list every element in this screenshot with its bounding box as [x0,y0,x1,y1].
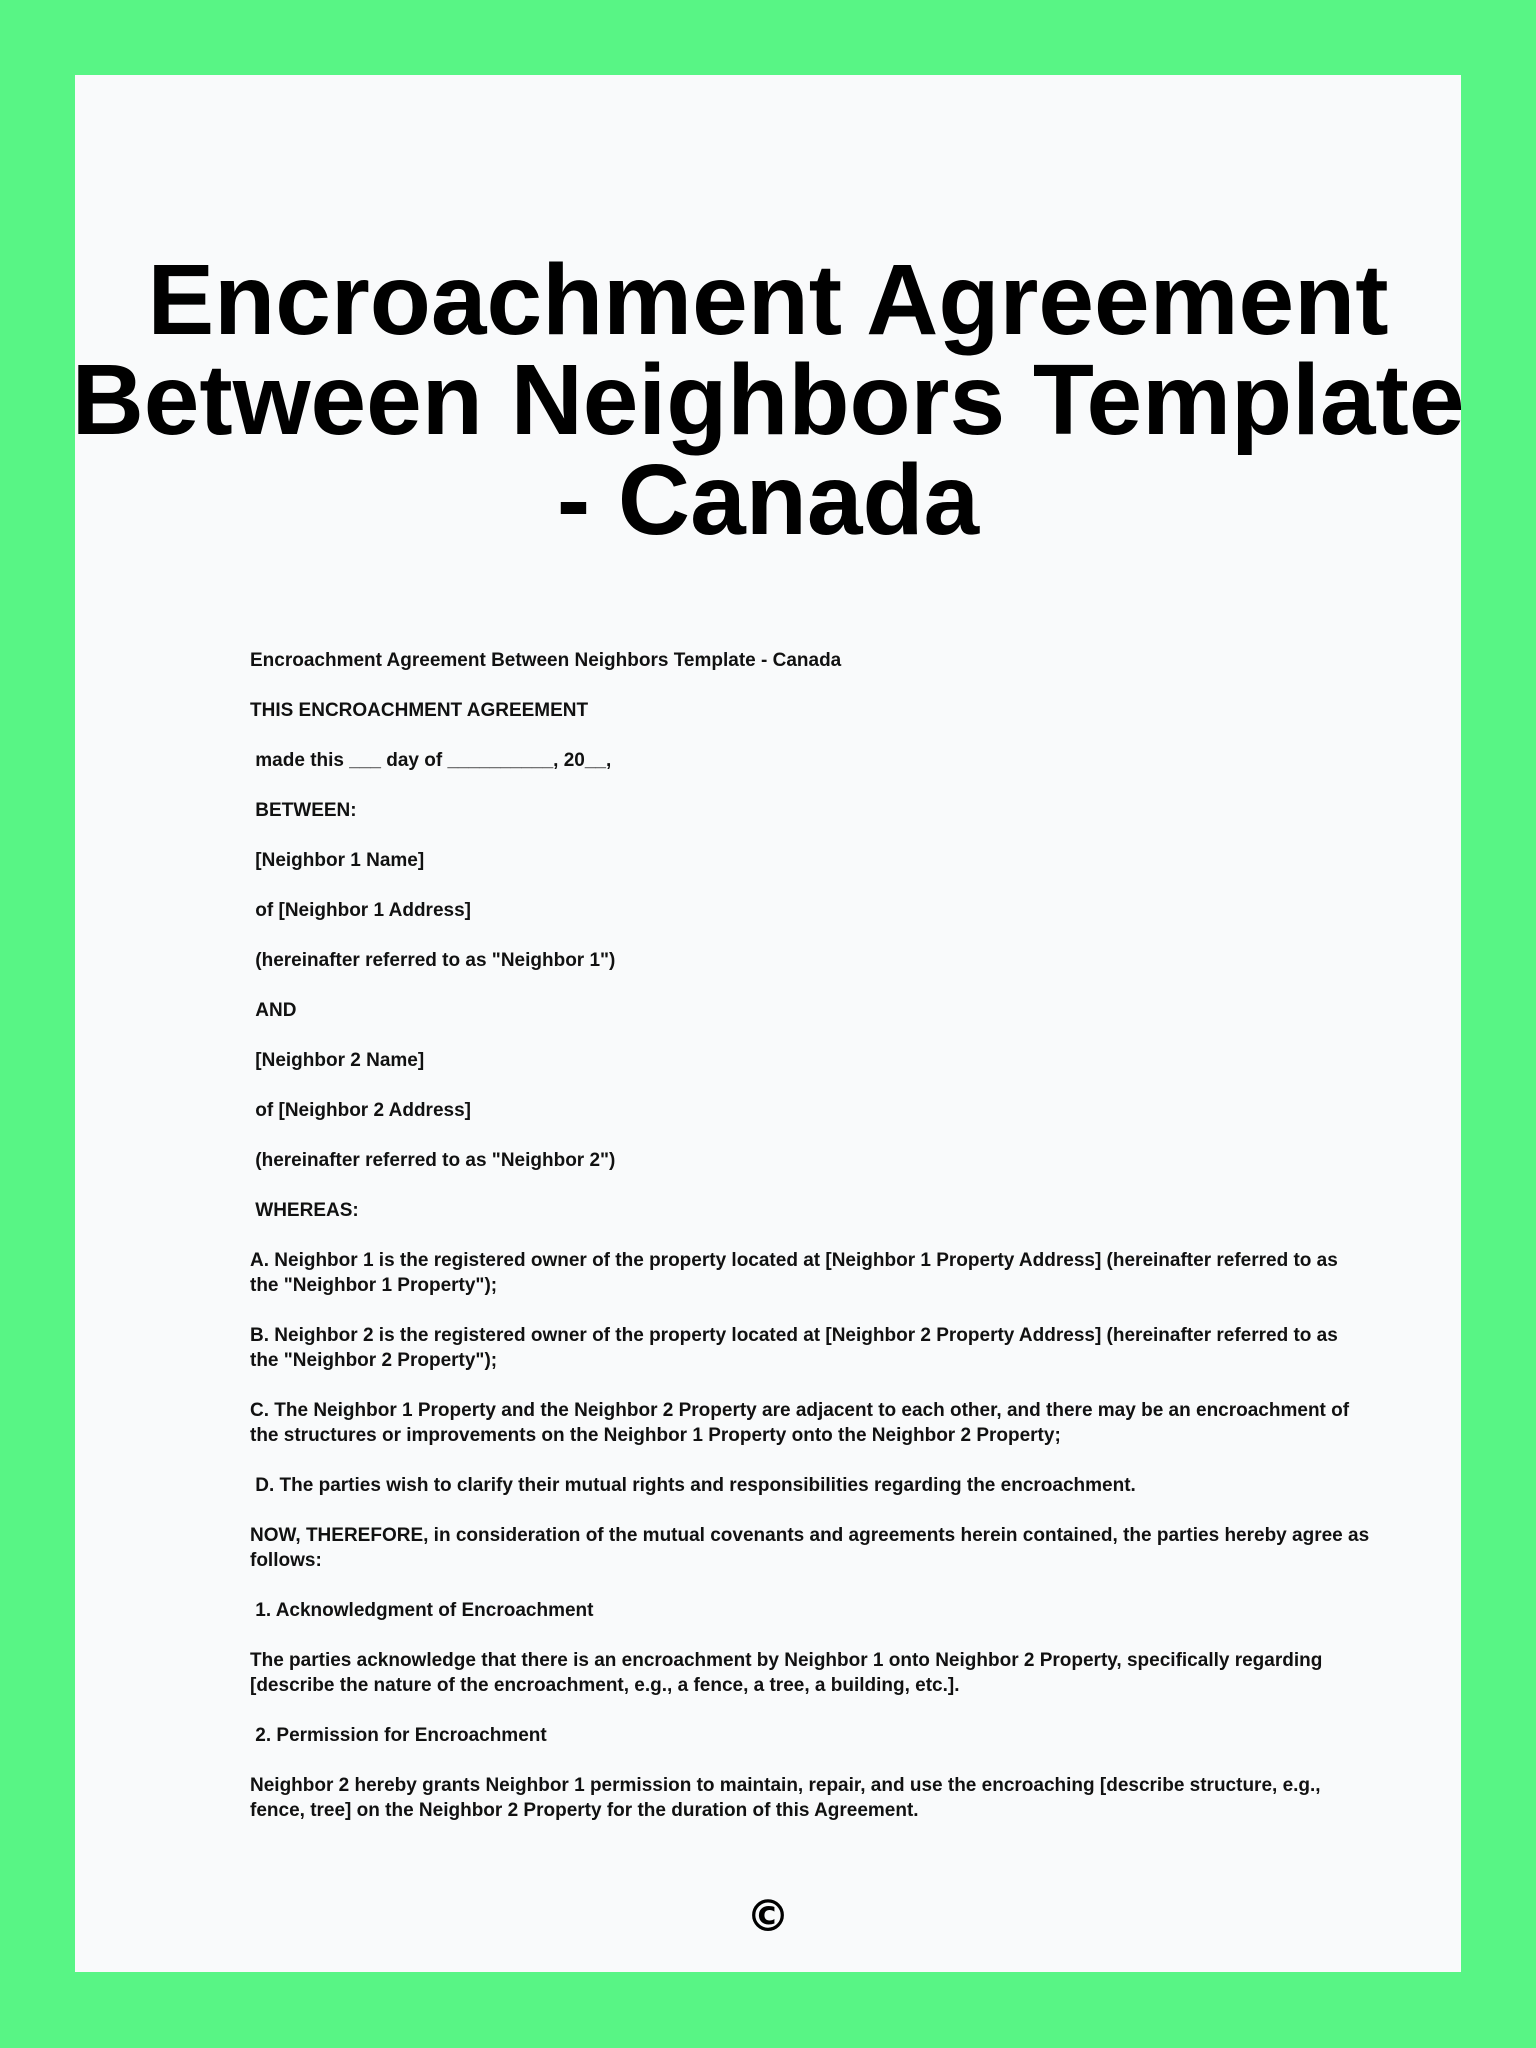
page-title-line-3: - Canada [556,444,980,556]
neighbor-2-reference: (hereinafter referred to as "Neighbor 2") [250,1150,616,1171]
date-line: made this ___ day of __________, 20__, [250,750,612,771]
section-2-heading: 2. Permission for Encroachment [250,1725,547,1746]
page-title-line-2: Between Neighbors Template [71,344,1465,456]
document-body [250,648,1375,1848]
and-label: AND [250,1000,297,1021]
section-1-body: The parties acknowledge that there is an encroachment by Neighbor 1 onto Neighbor 2 Property, specifically regarding [describe the nature of the encroachment, e.g., a fence, a tree, a building, etc.]. [250,1650,1328,1696]
whereas-label: WHEREAS: [250,1200,359,1221]
section-1-heading: 1. Acknowledgment of Encroachment [250,1600,594,1621]
page-title-line-1: Encroachment Agreement [147,244,1389,356]
now-therefore-clause: NOW, THEREFORE, in consideration of the mutual covenants and agreements herein contained, the parties hereby agree as follows: [250,1525,1375,1571]
copyright-icon: © [746,1891,790,1942]
agreement-title: THIS ENCROACHMENT AGREEMENT [250,700,589,721]
section-2-body: Neighbor 2 hereby grants Neighbor 1 permission to maintain, repair, and use the encroaching [describe structure, e.g., fence, tree] on the Neighbor 2 Property for the duration of this Agreement. [250,1775,1326,1821]
neighbor-1-address: of [Neighbor 1 Address] [250,900,471,921]
recital-c: C. The Neighbor 1 Property and the Neighbor 2 Property are adjacent to each other, and there may be an encroachment of the structures or improvements on the Neighbor 1 Property onto the Neighbor 2 Property; [250,1400,1355,1446]
neighbor-1-reference: (hereinafter referred to as "Neighbor 1") [250,950,616,971]
neighbor-2-address: of [Neighbor 2 Address] [250,1100,471,1121]
recital-a: A. Neighbor 1 is the registered owner of the property located at [Neighbor 1 Property Address] (hereinafter referred to as the "Neighbor 1 Property"); [250,1250,1344,1296]
recital-b: B. Neighbor 2 is the registered owner of the property located at [Neighbor 2 Property Address] (hereinafter referred to as the "Neighbor 2 Property"); [250,1325,1344,1371]
page-title [0,244,1536,556]
document-page [71,75,1465,1972]
neighbor-2-name: [Neighbor 2 Name] [250,1050,425,1071]
doc-heading: Encroachment Agreement Between Neighbors Template - Canada [250,650,842,671]
neighbor-1-name: [Neighbor 1 Name] [250,850,425,871]
recital-d: D. The parties wish to clarify their mutual rights and responsibilities regarding the encroachment. [250,1475,1136,1496]
between-label: BETWEEN: [250,800,357,821]
